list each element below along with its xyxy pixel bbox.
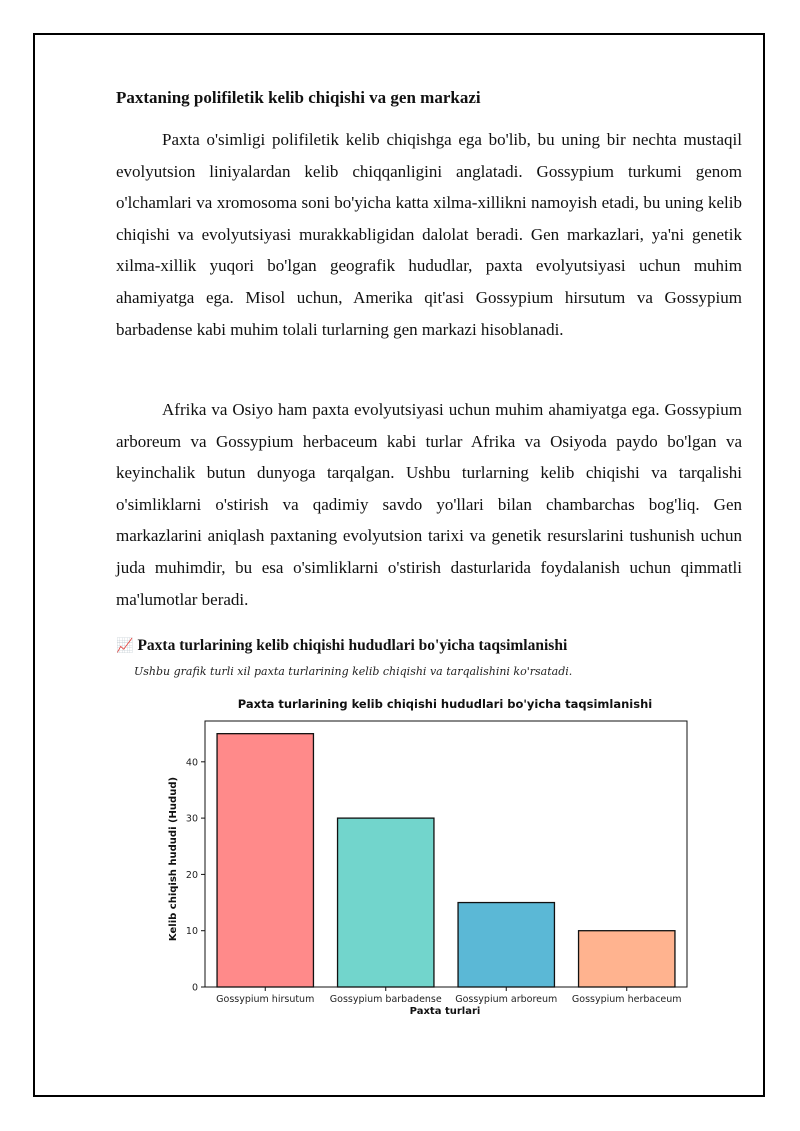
chart-increasing-icon: 📈 <box>116 638 134 654</box>
section-heading: Paxtaning polifiletik kelib chiqishi va gen markazi <box>116 88 481 107</box>
figure-title-text: Paxta turlarining kelib chiqishi hududlari bo'yicha taqsimlanishi <box>137 637 568 654</box>
y-axis-label: Kelib chiqish hududi (Hudud) <box>168 776 179 942</box>
y-tick-label: 30 <box>185 813 198 825</box>
bar-1 <box>217 734 313 987</box>
figure-caption: Ushbu grafik turli xil paxta turlarining kelib chiqishi va tarqalishini ko'rsatadi. <box>134 665 573 678</box>
paragraph-2: Afrika va Osiyo ham paxta evolyutsiyasi uchun muhim ahamiyatga ega. Gossypium arboreum va Gossypium herbaceum kabi turlar Afrika va Osiyoda paydo bo'lgan va keyinchalik butun dunyoga tarqalgan. Ushbu turlarning kelib chiqishi va tarqalishi o'simliklarni o'stirish va qadimiy savdo yo'llari bilan chambarchas bog'liq. Gen markazlarini aniqlash paxtaning evolyutsion tarixi va genetik resurslarini tushunish uchun juda muhimdir, bu esa o'simliklarni o'stirish dasturlarida foydalanish uchun qimmatli ma'lumotlar beradi. <box>116 400 742 609</box>
bar-2 <box>338 818 434 987</box>
bar-3 <box>458 903 554 987</box>
y-tick-label: 10 <box>185 926 198 938</box>
chart-svg <box>160 690 700 1030</box>
x-tick-label: Gossypium arboreum <box>455 994 558 1005</box>
y-tick-label: 40 <box>185 757 198 769</box>
x-axis-label: Paxta turlari <box>409 1006 481 1017</box>
figure-title <box>116 637 756 655</box>
paragraph-1: Paxta o'simligi polifiletik kelib chiqishga ega bo'lib, bu uning bir nechta mustaqil evolyutsion liniyalardan kelib chiqqanligini anglatadi. Gossypium turkumi genom o'lchamlari va xromosoma soni bo'yicha katta xilma-xillikni namoyish etadi, bu uning kelib chiqishi va evolyutsiyasi murakkabligidan dalolat beradi. Gen markazlari, ya'ni genetik xilma-xillik yuqori bo'lgan geografik hududlar, paxta evolyutsiyasi uchun muhim ahamiyatga ega. Misol uchun, Amerika qit'asi Gossypium hirsutum va Gossypium barbadense kabi muhim tolali turlarning gen markazi hisoblanadi. <box>116 130 742 339</box>
x-tick-label: Gossypium barbadense <box>329 994 442 1005</box>
y-tick-label: 0 <box>191 982 198 994</box>
y-tick-label: 20 <box>185 869 198 881</box>
bar-4 <box>579 931 675 987</box>
x-tick-label: Gossypium herbaceum <box>571 994 682 1005</box>
x-tick-label: Gossypium hirsutum <box>216 994 315 1005</box>
chart-title: Paxta turlarining kelib chiqishi hududlari bo'yicha taqsimlanishi <box>237 697 653 711</box>
bar-chart <box>160 690 700 1030</box>
